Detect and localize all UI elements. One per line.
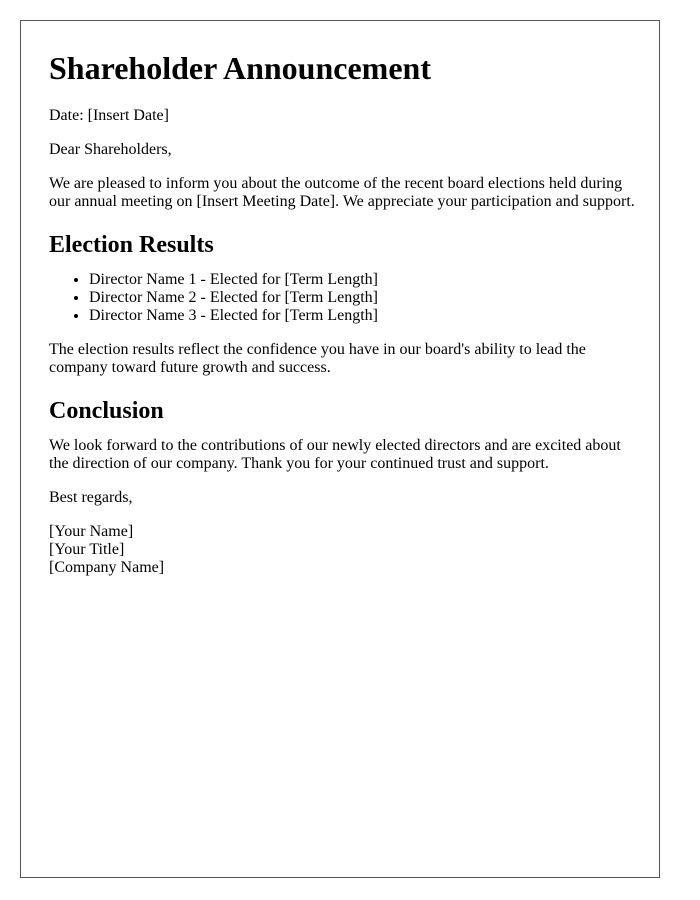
closing-line: Best regards, <box>49 489 133 506</box>
election-result-item: • Director Name 1 - Elected for [Term Length] <box>89 271 639 289</box>
date-line: Date: [Insert Date] <box>49 107 169 124</box>
document-title: Shareholder Announcement <box>49 50 431 86</box>
conclusion-paragraph: We look forward to the contributions of our newly elected directors and are excited about the direction of our company. Thank you for your continued trust and support. <box>49 437 621 472</box>
signature-title: [Your Title] <box>49 541 125 558</box>
conclusion-heading: Conclusion <box>49 398 164 424</box>
election-results-list <box>49 271 639 325</box>
intro-paragraph: We are pleased to inform you about the outcome of the recent board elections held during our annual meeting on [Insert Meeting Date]. We appreciate your participation and support. <box>49 175 635 210</box>
salutation: Dear Shareholders, <box>49 141 172 158</box>
signature-name: [Your Name] <box>49 523 134 540</box>
document-body <box>49 49 639 577</box>
election-result-item: • Director Name 2 - Elected for [Term Length] <box>89 289 639 307</box>
signature-block <box>49 523 639 577</box>
election-results-heading: Election Results <box>49 232 214 258</box>
election-result-item: • Director Name 3 - Elected for [Term Length] <box>89 307 639 325</box>
results-summary-paragraph: The election results reflect the confidence you have in our board's ability to lead the company toward future growth and success. <box>49 341 586 376</box>
signature-company: [Company Name] <box>49 559 165 576</box>
